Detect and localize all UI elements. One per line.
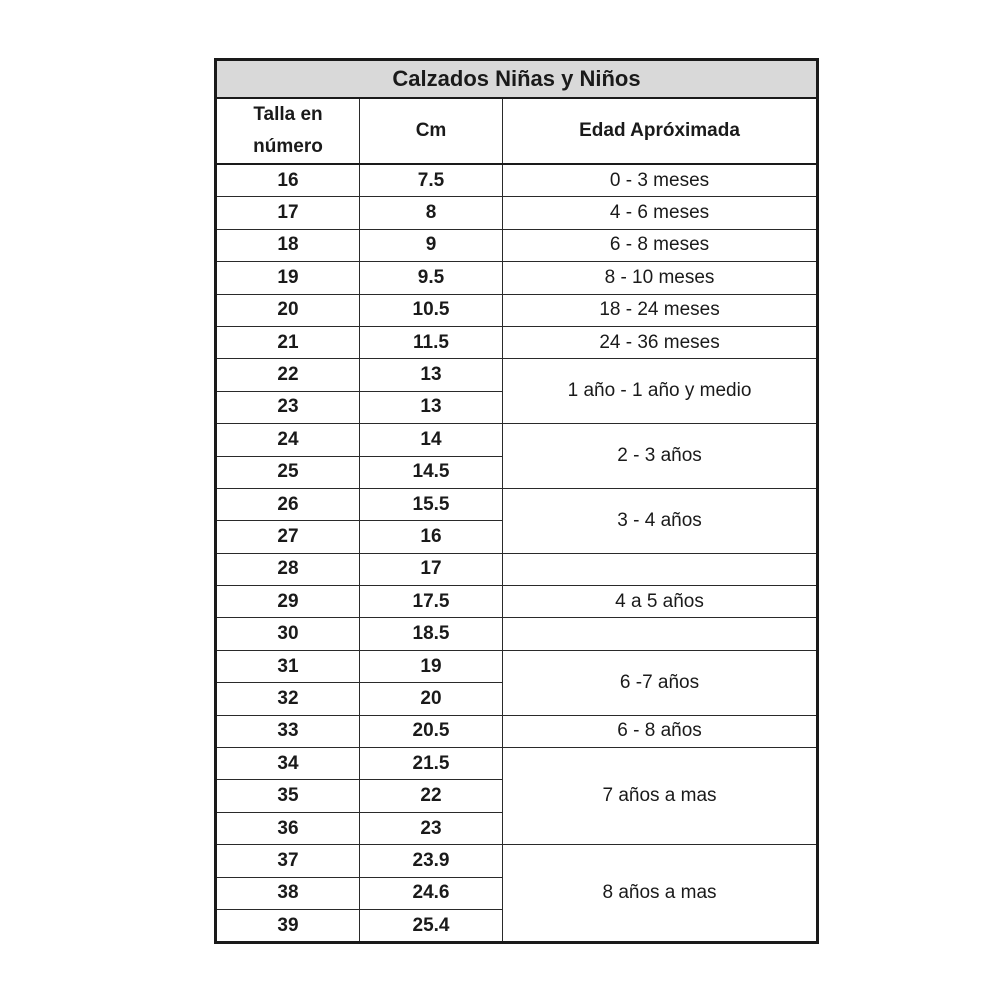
cell-cm: 14.5 (360, 456, 503, 488)
header-row (216, 98, 818, 164)
table-row (216, 424, 818, 456)
cell-cm: 18.5 (360, 618, 503, 650)
cell-age: 8 - 10 meses (503, 262, 818, 294)
cell-cm: 8 (360, 197, 503, 229)
table-row (216, 262, 818, 294)
cell-size: 37 (216, 845, 360, 877)
table-row (216, 553, 818, 585)
cell-cm: 23.9 (360, 845, 503, 877)
cell-cm: 9 (360, 229, 503, 261)
cell-age: 18 - 24 meses (503, 294, 818, 326)
cell-size: 28 (216, 553, 360, 585)
cell-size: 34 (216, 748, 360, 780)
cell-size: 25 (216, 456, 360, 488)
cell-size: 33 (216, 715, 360, 747)
cell-size: 23 (216, 391, 360, 423)
table-title: Calzados Niñas y Niños (216, 60, 818, 99)
cell-cm: 14 (360, 424, 503, 456)
cell-cm: 11.5 (360, 326, 503, 358)
cell-size: 27 (216, 521, 360, 553)
cell-age: 0 - 3 meses (503, 164, 818, 197)
cell-size: 36 (216, 812, 360, 844)
cell-age: 4 a 5 años (503, 586, 818, 618)
cell-size: 20 (216, 294, 360, 326)
cell-cm: 16 (360, 521, 503, 553)
cell-size: 35 (216, 780, 360, 812)
table-row (216, 294, 818, 326)
cell-cm: 15.5 (360, 488, 503, 520)
cell-size: 30 (216, 618, 360, 650)
table-row (216, 229, 818, 261)
cell-cm: 17.5 (360, 586, 503, 618)
table-row (216, 197, 818, 229)
cell-cm: 9.5 (360, 262, 503, 294)
cell-size: 32 (216, 683, 360, 715)
cell-size: 31 (216, 650, 360, 682)
cell-size: 24 (216, 424, 360, 456)
cell-age: 6 - 8 meses (503, 229, 818, 261)
cell-age: 7 años a mas (503, 748, 818, 845)
cell-age (503, 618, 818, 650)
table-row (216, 164, 818, 197)
cell-age: 6 - 8 años (503, 715, 818, 747)
cell-age (503, 553, 818, 585)
header-age: Edad Apróximada (503, 98, 818, 164)
cell-cm: 24.6 (360, 877, 503, 909)
cell-age: 3 - 4 años (503, 488, 818, 553)
cell-size: 39 (216, 909, 360, 942)
table-row (216, 618, 818, 650)
cell-age: 4 - 6 meses (503, 197, 818, 229)
cell-cm: 25.4 (360, 909, 503, 942)
table-row (216, 586, 818, 618)
cell-age: 8 años a mas (503, 845, 818, 943)
cell-age: 6 -7 años (503, 650, 818, 715)
cell-age: 2 - 3 años (503, 424, 818, 489)
header-cm: Cm (360, 98, 503, 164)
cell-cm: 20 (360, 683, 503, 715)
cell-cm: 17 (360, 553, 503, 585)
table-row (216, 845, 818, 877)
cell-age: 24 - 36 meses (503, 326, 818, 358)
table-row (216, 650, 818, 682)
cell-size: 29 (216, 586, 360, 618)
cell-cm: 13 (360, 391, 503, 423)
cell-size: 38 (216, 877, 360, 909)
cell-size: 19 (216, 262, 360, 294)
cell-size: 18 (216, 229, 360, 261)
table-body (216, 164, 818, 943)
title-row (216, 60, 818, 99)
table-row (216, 359, 818, 391)
cell-size: 22 (216, 359, 360, 391)
cell-cm: 19 (360, 650, 503, 682)
table-row (216, 715, 818, 747)
cell-cm: 23 (360, 812, 503, 844)
cell-cm: 21.5 (360, 748, 503, 780)
cell-size: 16 (216, 164, 360, 197)
size-chart-table (214, 58, 819, 944)
cell-size: 21 (216, 326, 360, 358)
cell-size: 26 (216, 488, 360, 520)
cell-cm: 13 (360, 359, 503, 391)
cell-cm: 22 (360, 780, 503, 812)
cell-cm: 20.5 (360, 715, 503, 747)
cell-size: 17 (216, 197, 360, 229)
table-row (216, 326, 818, 358)
cell-cm: 10.5 (360, 294, 503, 326)
cell-cm: 7.5 (360, 164, 503, 197)
header-size: Talla en número (216, 98, 360, 164)
table-row (216, 748, 818, 780)
cell-age: 1 año - 1 año y medio (503, 359, 818, 424)
table-row (216, 488, 818, 520)
